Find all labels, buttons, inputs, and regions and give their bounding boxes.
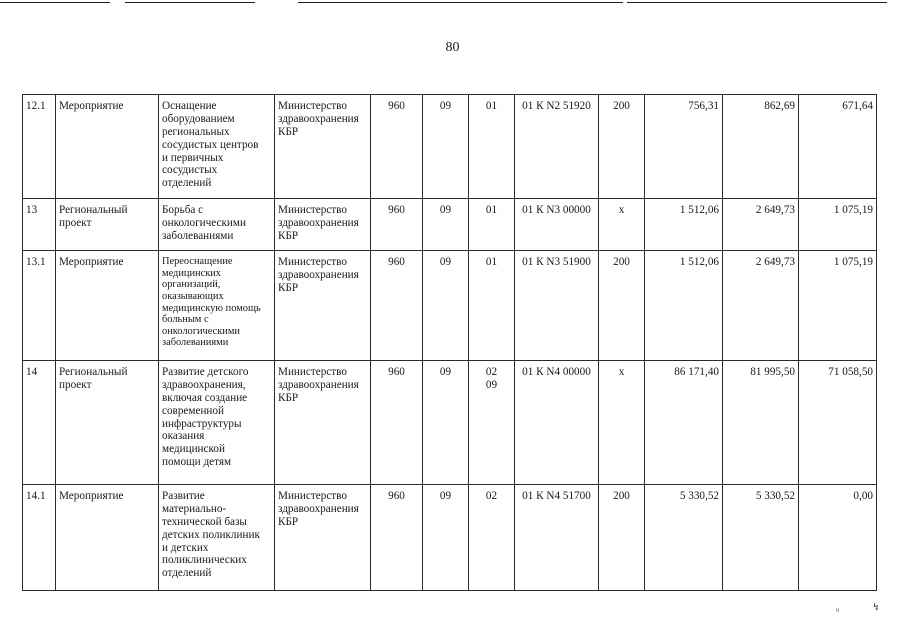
row-vr: х [599,361,645,485]
table-row [23,251,877,361]
row-pr-line: 01 [485,100,498,112]
row-executor [275,251,371,361]
row-gr: 960 [371,361,423,485]
row-gr: 960 [371,95,423,199]
row-name [159,199,275,251]
row-value-1: 1 512,06 [645,199,723,251]
row-name-line: медицинских [162,267,221,279]
row-number: 12.1 [23,95,56,199]
table-row [23,199,877,251]
row-executor-line: Министерство [278,100,347,112]
row-name-line: больным с [162,314,209,326]
row-executor-line: здравоохранения [278,502,359,515]
row-name-line: сосудистых центров [162,138,259,151]
row-rz: 09 [423,199,469,251]
row-name-line: медицинской [162,443,225,456]
row-name-line: Развитие [162,490,205,502]
row-name-line: организаций, [162,279,221,291]
row-value-1: 86 171,40 [645,361,723,485]
row-executor-line: Министерство [278,366,347,378]
table-row [23,95,877,199]
row-name-line: заболеваниями [162,337,229,349]
row-value-3: 671,64 [799,95,877,199]
row-value-2: 2 649,73 [723,199,799,251]
table-row [23,485,877,591]
row-name [159,95,275,199]
row-executor-line: КБР [278,229,299,242]
row-name-line: отделений [162,177,212,190]
top-rule-2 [125,2,255,3]
row-name [159,485,275,591]
row-name-line: заболеваниями [162,229,234,242]
row-vr: х [599,199,645,251]
row-rz: 09 [423,361,469,485]
row-name-line: поликлинических [162,554,247,567]
row-value-1: 756,31 [645,95,723,199]
row-value-2: 5 330,52 [723,485,799,591]
row-value-1: 1 512,06 [645,251,723,361]
row-type: Мероприятие [56,95,159,199]
row-name-line: оказывающих [162,290,224,302]
row-value-3: 71 058,50 [799,361,877,485]
row-name-line: Борьба с [162,204,204,216]
row-name-line: региональных [162,125,230,138]
row-name-line: здравоохранения, [162,378,246,391]
row-value-3: 0,00 [799,485,877,591]
row-type: Мероприятие [56,251,159,361]
row-name-line: детских поликлиник [162,528,260,541]
row-name-line: материально- [162,502,227,515]
row-value-2: 81 995,50 [723,361,799,485]
table-row [23,361,877,485]
corner-mark-2: ↯ [872,602,881,613]
top-rule-3 [298,2,623,3]
row-gr: 960 [371,199,423,251]
row-executor-line: здравоохранения [278,112,359,125]
row-executor-line: здравоохранения [278,378,359,391]
row-name-line: технической базы [162,515,247,528]
row-pr [469,361,515,485]
row-name-line: оказания [162,430,205,443]
row-rz: 09 [423,485,469,591]
row-rz: 09 [423,251,469,361]
row-rz: 09 [423,95,469,199]
row-name-line: включая создание [162,391,248,404]
top-rule-1 [0,2,110,3]
row-vr: 200 [599,251,645,361]
row-value-1: 5 330,52 [645,485,723,591]
row-number: 13.1 [23,251,56,361]
top-rule-4 [627,2,887,3]
row-vr: 200 [599,95,645,199]
row-name-line: оборудованием [162,112,235,125]
row-name-line: современной [162,404,225,417]
row-name-line: инфраструктуры [162,417,242,430]
row-executor-line: Министерство [278,490,347,502]
page-number: 80 [445,40,460,55]
row-name-line: медицинскую помощь [162,302,261,314]
row-value-2: 862,69 [723,95,799,199]
row-csr: 01 К N3 51900 [515,251,599,361]
row-pr-line: 01 [485,256,498,268]
row-type: Региональный проект [56,361,159,485]
row-executor-line: Министерство [278,256,347,268]
row-pr-line: 02 [485,366,498,378]
budget-table [22,94,877,591]
row-pr-line: 02 [485,490,498,502]
row-csr: 01 К N2 51920 [515,95,599,199]
row-name-line: и детских [162,541,209,554]
row-name [159,361,275,485]
row-executor-line: Министерство [278,204,347,216]
row-number: 14.1 [23,485,56,591]
row-executor [275,95,371,199]
row-number: 13 [23,199,56,251]
row-value-3: 1 075,19 [799,251,877,361]
row-name-line: онкологическими [162,325,240,337]
row-name-line: Переоснащение [162,256,233,267]
row-executor-line: КБР [278,391,299,404]
row-type: Мероприятие [56,485,159,591]
row-executor [275,199,371,251]
row-pr [469,251,515,361]
row-pr-line: 01 [485,204,498,216]
row-name-line: Развитие детского [162,366,249,378]
row-executor-line: здравоохранения [278,216,359,229]
row-name-line: отделений [162,567,212,580]
row-value-3: 1 075,19 [799,199,877,251]
row-executor [275,361,371,485]
row-pr-line: 09 [485,378,498,391]
row-executor-line: здравоохранения [278,268,359,281]
row-gr: 960 [371,251,423,361]
row-name [159,251,275,361]
row-name-line: Оснащение [162,100,217,112]
row-type: Региональный проект [56,199,159,251]
row-pr [469,199,515,251]
row-executor-line: КБР [278,281,299,294]
row-csr: 01 К N4 51700 [515,485,599,591]
row-csr: 01 К N4 00000 [515,361,599,485]
row-pr [469,95,515,199]
row-value-2: 2 649,73 [723,251,799,361]
row-number: 14 [23,361,56,485]
row-vr: 200 [599,485,645,591]
row-pr [469,485,515,591]
row-executor-line: КБР [278,125,299,138]
row-name-line: сосудистых [162,164,218,177]
row-name-line: помощи детям [162,456,232,469]
row-executor-line: КБР [278,515,299,528]
row-executor [275,485,371,591]
row-gr: 960 [371,485,423,591]
row-name-line: и первичных [162,151,224,164]
row-name-line: онкологическими [162,216,246,229]
corner-mark: ᵘ [836,606,840,617]
row-csr: 01 К N3 00000 [515,199,599,251]
